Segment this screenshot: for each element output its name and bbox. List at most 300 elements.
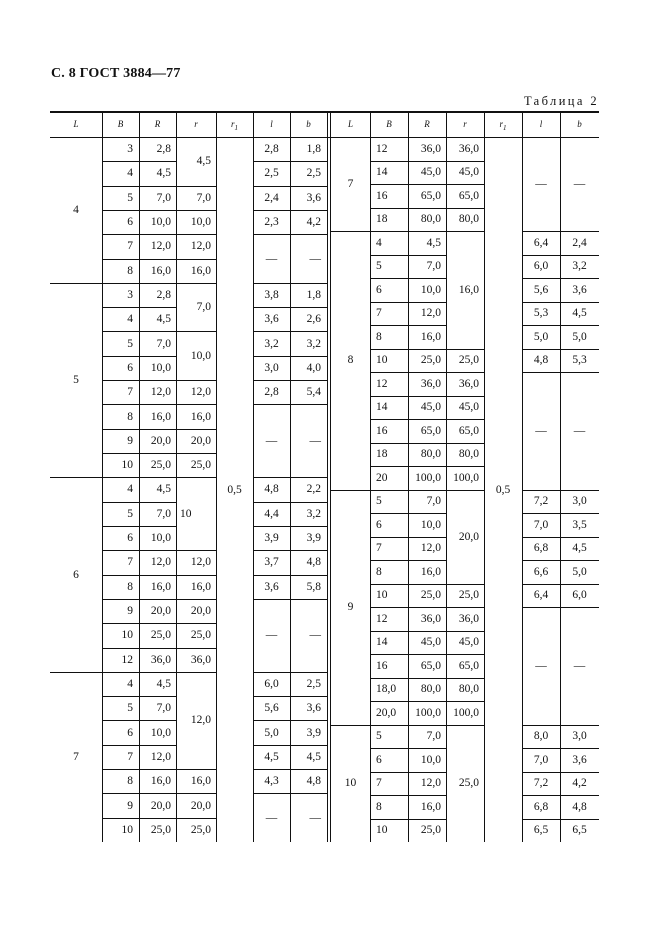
cell-r-text: 16,0: [190, 580, 211, 593]
cell-b-text: 4,5: [572, 307, 587, 320]
cell-R-text: 7,0: [426, 495, 441, 508]
cell-r: [176, 453, 216, 477]
cell-l: [522, 513, 560, 537]
cell-R-text: 12,0: [420, 307, 441, 320]
cell-r-text: 45,0: [458, 166, 479, 179]
cell-R-text: 25,0: [420, 354, 441, 367]
cell-l-text: 3,2: [264, 337, 279, 350]
cell-l: [253, 186, 290, 210]
cell-r-text: 80,0: [458, 448, 479, 461]
cell-L: [50, 477, 102, 671]
cell-b-text: 2,2: [306, 483, 321, 496]
cell-r: [176, 331, 216, 380]
cell-r-text: 80,0: [458, 213, 479, 226]
cell-r: [176, 793, 216, 817]
cell-B-text: 9: [127, 605, 133, 618]
cell-b: [290, 745, 327, 769]
cell-b: [560, 490, 599, 514]
cell-R: [408, 513, 446, 537]
cell-B-text: 6: [127, 532, 133, 545]
grid-line: [446, 137, 484, 138]
cell-B: [102, 161, 139, 185]
cell-l-text: 4,5: [264, 750, 279, 763]
cell-b-text: 5,4: [306, 386, 321, 399]
cell-b-text: 5,3: [572, 354, 587, 367]
cell-l: [522, 537, 560, 561]
cell-l-text: 2,8: [264, 143, 279, 156]
cell-R: [139, 623, 176, 647]
cell-l-text: —: [265, 252, 278, 265]
cell-b: [560, 255, 599, 279]
cell-b: [290, 380, 327, 404]
cell-R: [139, 648, 176, 672]
grid-line: [370, 137, 371, 842]
cell-r-text: 20,0: [190, 799, 211, 812]
cell-B-text: 5: [127, 337, 133, 350]
grid-line: [253, 137, 254, 842]
cell-R: [408, 349, 446, 373]
cell-B-text: 4: [127, 483, 133, 496]
cell-l-text: 6,0: [533, 260, 549, 273]
grid-line: [446, 396, 484, 397]
grid-line: [176, 818, 216, 819]
cell-B: [370, 560, 408, 584]
cell-R: [139, 186, 176, 210]
cell-b-text: 6,0: [572, 589, 587, 602]
cell-r-text: 7,0: [196, 191, 211, 204]
cell-B-text: 5: [376, 260, 382, 273]
cell-r1-common: [484, 137, 522, 842]
cell-r: [446, 584, 484, 608]
cell-r: [176, 575, 216, 599]
cell-R: [139, 720, 176, 744]
grid-line: [446, 161, 484, 162]
cell-B-text: 6: [127, 726, 133, 739]
cell-R: [139, 234, 176, 258]
cell-b: [290, 696, 327, 720]
cell-b-text: 3,6: [306, 191, 321, 204]
cell-b-text: 4,5: [572, 542, 587, 555]
grid-line: [176, 331, 216, 332]
grid-line: [176, 259, 216, 260]
cell-b-text: 3,6: [572, 283, 587, 296]
cell-R-text: 4,5: [426, 236, 441, 249]
table-header-row: [50, 113, 599, 138]
cell-b-text: 3,6: [572, 753, 587, 766]
cell-r: [446, 419, 484, 443]
grid-line: [446, 607, 484, 608]
cell-R: [139, 356, 176, 380]
cell-R: [408, 701, 446, 725]
cell-B-text: 8: [376, 330, 382, 343]
cell-b: [290, 769, 327, 793]
cell-B-text: 14: [376, 636, 388, 649]
cell-b-text: 5,0: [572, 330, 587, 343]
cell-l-text: 8,0: [533, 730, 549, 743]
cell-b-text: 3,6: [306, 702, 321, 715]
grid-line: [446, 349, 484, 350]
cell-B: [102, 818, 139, 842]
cell-B-text: 10: [121, 823, 133, 836]
cell-l: [253, 307, 290, 331]
cell-b-text: —: [309, 629, 321, 642]
cell-r-text: 16,0: [190, 775, 211, 788]
cell-R-text: 4,5: [156, 677, 171, 690]
grid-line: [446, 137, 447, 842]
cell-B: [102, 404, 139, 428]
cell-b-text: 4,2: [306, 216, 321, 229]
cell-b: [290, 137, 327, 161]
cell-r: [446, 701, 484, 725]
header-b: b: [306, 119, 311, 129]
cell-R: [139, 793, 176, 817]
grid-line: [176, 283, 216, 284]
cell-l-text: 5,6: [533, 283, 549, 296]
cell-l-text: —: [265, 811, 278, 824]
cell-R: [139, 331, 176, 355]
grid-line: [50, 477, 102, 478]
cell-R: [408, 819, 446, 843]
cell-R-text: 20,0: [150, 799, 171, 812]
grid-line: [446, 678, 484, 679]
cell-l-text: 3,6: [264, 580, 279, 593]
header-l: l: [270, 119, 273, 129]
cell-R-text: 16,0: [420, 330, 441, 343]
cell-b: [290, 307, 327, 331]
cell-l: [522, 490, 560, 514]
cell-b: [290, 331, 327, 355]
cell-b-text: 3,5: [572, 518, 587, 531]
cell-B: [370, 349, 408, 373]
cell-b-text: 4,2: [572, 777, 587, 790]
cell-B-text: 5: [127, 507, 133, 520]
cell-R: [408, 278, 446, 302]
cell-r: [176, 137, 216, 186]
cell-R-text: 45,0: [420, 166, 441, 179]
cell-R: [139, 818, 176, 842]
cell-l-text: 6,4: [533, 589, 549, 602]
cell-l: [253, 599, 290, 672]
cell-r1-common-text: 0,5: [495, 483, 511, 496]
cell-l: [522, 748, 560, 772]
cell-R-text: 16,0: [150, 264, 171, 277]
cell-b: [290, 793, 327, 842]
cell-r: [176, 186, 216, 210]
cell-R: [408, 490, 446, 514]
grid-line: [176, 429, 216, 430]
cell-b: [560, 584, 599, 608]
grid-line: [331, 725, 370, 726]
cell-l-text: 6,4: [533, 236, 549, 249]
cell-B: [102, 696, 139, 720]
cell-B-text: 7: [376, 307, 382, 320]
cell-R: [139, 526, 176, 550]
grid-line: [176, 477, 216, 478]
cell-R: [408, 255, 446, 279]
cell-B: [370, 372, 408, 396]
cell-r-text: 36,0: [458, 612, 479, 625]
cell-b: [560, 231, 599, 255]
cell-B: [370, 701, 408, 725]
cell-B: [102, 331, 139, 355]
cell-B: [370, 184, 408, 208]
header-B: B: [117, 119, 124, 129]
header-b-right: b: [577, 119, 582, 129]
cell-B-text: 6: [376, 283, 382, 296]
cell-B: [370, 443, 408, 467]
cell-R-text: 10,0: [150, 361, 171, 374]
cell-r-text: 25,0: [190, 459, 211, 472]
cell-R-text: 65,0: [420, 189, 441, 202]
cell-b-text: 2,5: [306, 677, 321, 690]
cell-L: [331, 137, 370, 231]
cell-B: [102, 477, 139, 501]
cell-R-text: 36,0: [420, 142, 441, 155]
cell-b: [290, 672, 327, 696]
cell-R-text: 16,0: [150, 775, 171, 788]
cell-l: [253, 502, 290, 526]
grid-line: [176, 599, 216, 600]
cell-B-text: 14: [376, 401, 388, 414]
grid-line: [560, 137, 561, 842]
cell-r: [176, 648, 216, 672]
cell-r-text: 12,0: [190, 386, 211, 399]
cell-B-text: 10: [376, 354, 388, 367]
cell-B: [370, 419, 408, 443]
cell-r-text: 20,0: [458, 530, 479, 543]
cell-l: [253, 575, 290, 599]
cell-R: [139, 380, 176, 404]
cell-B: [102, 648, 139, 672]
cell-R: [408, 725, 446, 749]
cell-r: [176, 550, 216, 574]
cell-r: [176, 818, 216, 842]
cell-B: [370, 231, 408, 255]
cell-R-text: 100,0: [415, 471, 441, 484]
cell-B: [370, 584, 408, 608]
cell-r-text: 80,0: [458, 683, 479, 696]
grid-line: [50, 283, 102, 284]
cell-l: [522, 325, 560, 349]
cell-b: [560, 748, 599, 772]
cell-l: [253, 696, 290, 720]
cell-B: [102, 720, 139, 744]
cell-r-text: 100,0: [453, 706, 479, 719]
cell-B: [370, 725, 408, 749]
cell-R-text: 16,0: [420, 800, 441, 813]
cell-l-text: 5,3: [533, 307, 549, 320]
cell-R: [408, 325, 446, 349]
cell-b-text: 3,2: [306, 507, 321, 520]
cell-B: [102, 137, 139, 161]
cell-B: [370, 208, 408, 232]
grid-line: [484, 137, 485, 842]
cell-R: [139, 550, 176, 574]
cell-b: [290, 234, 327, 283]
cell-B-text: 5: [127, 702, 133, 715]
cell-R: [408, 795, 446, 819]
grid-line: [176, 550, 216, 551]
cell-R-text: 12,0: [150, 750, 171, 763]
cell-b: [560, 795, 599, 819]
cell-R-text: 2,8: [156, 143, 171, 156]
cell-b-text: —: [573, 424, 586, 437]
cell-l: [253, 234, 290, 283]
cell-B-text: 10: [121, 629, 133, 642]
cell-B-text: 16: [376, 659, 388, 672]
grid-line: [176, 453, 216, 454]
cell-l: [253, 380, 290, 404]
cell-l-text: 7,2: [533, 777, 549, 790]
cell-r-text: 16,0: [458, 283, 479, 296]
cell-L-text: 9: [347, 601, 354, 613]
cell-r: [446, 443, 484, 467]
cell-l-text: 6,8: [533, 542, 549, 555]
cell-r: [446, 161, 484, 185]
cell-b-text: 4,8: [306, 556, 321, 569]
cell-r: [446, 137, 484, 161]
cell-L-text: 7: [347, 178, 354, 190]
cell-B-text: 4: [127, 677, 133, 690]
grid-line: [50, 672, 102, 673]
cell-r-text: 65,0: [458, 659, 479, 672]
table-left-half: [50, 137, 327, 842]
cell-l: [253, 793, 290, 842]
cell-b-text: 1,8: [306, 143, 321, 156]
cell-B-text: 12: [376, 612, 388, 625]
cell-r: [446, 396, 484, 420]
cell-b: [560, 560, 599, 584]
grid-line: [176, 672, 216, 673]
cell-B: [370, 278, 408, 302]
cell-B: [102, 259, 139, 283]
cell-R: [139, 259, 176, 283]
cell-r: [446, 678, 484, 702]
cell-b-text: —: [573, 659, 586, 672]
cell-r-text: 100,0: [453, 471, 479, 484]
cell-R-text: 36,0: [150, 653, 171, 666]
cell-r-text: 20,0: [190, 605, 211, 618]
cell-r-text: 65,0: [458, 424, 479, 437]
cell-B: [102, 575, 139, 599]
cell-B-text: 8: [127, 580, 133, 593]
cell-B-text: 8: [127, 775, 133, 788]
cell-R: [408, 302, 446, 326]
cell-b-text: 4,8: [306, 775, 321, 788]
cell-B: [102, 307, 139, 331]
grid-line: [102, 137, 103, 842]
cell-l-text: —: [265, 434, 278, 447]
cell-b-text: 3,9: [306, 726, 321, 739]
grid-line: [446, 490, 484, 491]
cell-R-text: 12,0: [150, 240, 171, 253]
cell-l-text: 3,9: [264, 532, 279, 545]
cell-R-text: 12,0: [420, 777, 441, 790]
cell-r-text: 12,0: [190, 556, 211, 569]
cell-r-text: 20,0: [190, 434, 211, 447]
cell-l-text: 6,6: [533, 565, 549, 578]
cell-B: [102, 429, 139, 453]
grid-line: [446, 231, 484, 232]
cell-l: [253, 745, 290, 769]
cell-r: [446, 654, 484, 678]
cell-R-text: 25,0: [420, 824, 441, 837]
cell-B: [370, 748, 408, 772]
grid-line: [176, 137, 216, 138]
cell-B: [370, 537, 408, 561]
cell-b: [290, 186, 327, 210]
cell-B: [370, 466, 408, 490]
grid-line: [446, 184, 484, 185]
cell-l-text: 6,8: [533, 800, 549, 813]
cell-l: [253, 283, 290, 307]
cell-B-text: 7: [127, 240, 133, 253]
cell-R-text: 7,0: [156, 507, 171, 520]
cell-b-text: 5,8: [306, 580, 321, 593]
grid-line: [446, 584, 484, 585]
cell-l-text: 6,0: [264, 677, 279, 690]
cell-B: [102, 356, 139, 380]
cell-l: [253, 356, 290, 380]
cell-B: [370, 137, 408, 161]
cell-r: [176, 477, 216, 550]
cell-b-text: 3,2: [572, 260, 587, 273]
cell-B: [370, 255, 408, 279]
cell-R-text: 20,0: [150, 434, 171, 447]
grid-line: [446, 208, 484, 209]
grid-line: [176, 234, 216, 235]
cell-l-text: —: [535, 659, 547, 672]
cell-R-text: 16,0: [420, 565, 441, 578]
cell-B: [102, 210, 139, 234]
cell-r: [446, 208, 484, 232]
grid-line: [176, 575, 216, 576]
cell-b-text: 4,5: [306, 750, 321, 763]
cell-l: [253, 526, 290, 550]
cell-R-text: 4,5: [156, 483, 171, 496]
cell-R-text: 25,0: [150, 459, 171, 472]
cell-R-text: 7,0: [426, 260, 441, 273]
cell-l-text: 2,3: [264, 216, 279, 229]
header-L-right: L: [347, 119, 353, 129]
cell-B-text: 10: [376, 589, 388, 602]
cell-r-text: 45,0: [458, 636, 479, 649]
cell-R-text: 80,0: [420, 683, 441, 696]
cell-B-text: 6: [376, 753, 382, 766]
cell-l: [522, 302, 560, 326]
cell-R-text: 12,0: [150, 386, 171, 399]
cell-b-text: —: [573, 178, 586, 190]
cell-R-text: 10,0: [420, 283, 441, 296]
cell-b: [290, 575, 327, 599]
header-L: L: [73, 119, 79, 129]
cell-l: [522, 560, 560, 584]
cell-B: [102, 769, 139, 793]
cell-l: [522, 349, 560, 373]
cell-l: [522, 725, 560, 749]
cell-b-text: 3,9: [306, 532, 321, 545]
cell-R: [139, 575, 176, 599]
cell-B: [370, 795, 408, 819]
cell-b-text: 4,8: [572, 800, 587, 813]
cell-l: [522, 372, 560, 490]
cell-R: [139, 307, 176, 331]
cell-b-text: —: [309, 811, 321, 824]
cell-r: [176, 404, 216, 428]
cell-B: [102, 793, 139, 817]
cell-r: [446, 631, 484, 655]
cell-l-text: 7,0: [533, 753, 549, 766]
